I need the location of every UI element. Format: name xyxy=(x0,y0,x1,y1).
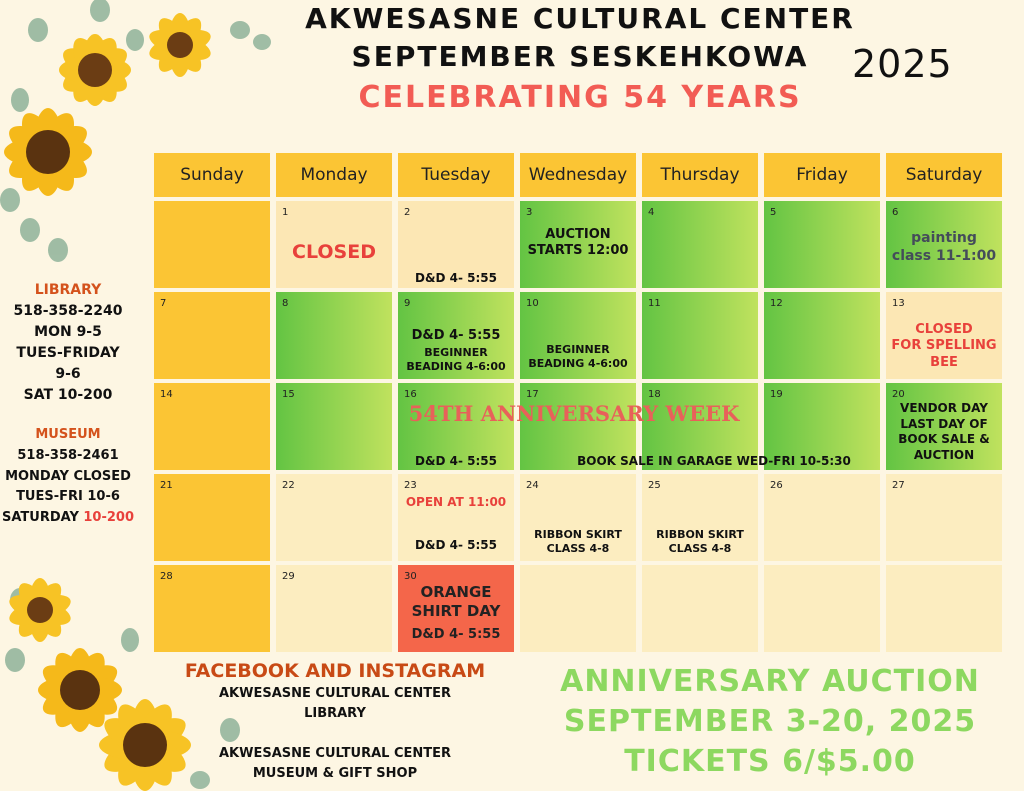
weekday-header-sunday: Sunday xyxy=(154,153,270,197)
event-line: CLASS 4-8 xyxy=(668,541,732,555)
social-heading: FACEBOOK AND INSTAGRAM xyxy=(184,660,486,682)
day-number: 16 xyxy=(404,389,417,400)
weekday-header-monday: Monday xyxy=(276,153,392,197)
day-number: 23 xyxy=(404,480,417,491)
calendar-cell-day-14 xyxy=(154,383,270,470)
day-number: 12 xyxy=(770,298,783,309)
event-line: SHIRT DAY xyxy=(411,601,501,620)
calendar-cell-day-4 xyxy=(642,201,758,288)
day-number: 2 xyxy=(404,207,411,218)
social-account: AKWESASNE CULTURAL CENTER xyxy=(218,686,452,701)
day-number: 15 xyxy=(282,389,295,400)
event-closed: CLOSED xyxy=(292,241,376,263)
calendar-cell-day-28 xyxy=(154,565,270,652)
calendar-cell-empty xyxy=(886,565,1002,652)
day-number: 1 xyxy=(282,207,289,218)
event-line: RIBBON SKIRT xyxy=(656,528,744,541)
library-hours: 9-6 xyxy=(55,366,81,382)
day-number: 13 xyxy=(892,298,905,309)
event-line: class 11-1:00 xyxy=(891,247,997,264)
social-media-info xyxy=(165,660,505,785)
library-heading: LIBRARY xyxy=(34,282,102,298)
day-number: 4 xyxy=(648,207,655,218)
library-hours: TUES-FRIDAY xyxy=(16,345,120,361)
event-auction-start xyxy=(520,227,636,260)
calendar-cell-day-16 xyxy=(398,383,514,470)
auction-banner xyxy=(545,662,995,782)
museum-heading: MUSEUM xyxy=(35,427,101,442)
event-line: STARTS 12:00 xyxy=(527,243,629,259)
day-number: 26 xyxy=(770,480,783,491)
calendar-cell-day-22 xyxy=(276,474,392,561)
event-dnd: D&D 4- 5:55 xyxy=(415,271,497,285)
day-number: 3 xyxy=(526,207,533,218)
event-line: CLOSED xyxy=(915,322,973,337)
event-ribbon-skirt xyxy=(642,528,758,556)
museum-saturday-label: SATURDAY xyxy=(1,510,79,526)
calendar-cell-day-7 xyxy=(154,292,270,379)
weekday-header-tuesday: Tuesday xyxy=(398,153,514,197)
museum-hours: MONDAY CLOSED xyxy=(5,468,131,484)
calendar-grid xyxy=(154,153,1002,652)
calendar-cell-day-8 xyxy=(276,292,392,379)
calendar-cell-day-9 xyxy=(398,292,514,379)
museum-info xyxy=(0,425,136,529)
event-line: RIBBON SKIRT xyxy=(534,528,622,541)
calendar-cell-day-12 xyxy=(764,292,880,379)
day-number: 6 xyxy=(892,207,899,218)
event-closed-spelling-bee xyxy=(886,322,1002,371)
day-number: 5 xyxy=(770,207,777,218)
museum-hours xyxy=(0,508,136,529)
museum-saturday-hours: 10-200 xyxy=(83,510,135,526)
auction-tickets: TICKETS 6/$5.00 xyxy=(624,744,916,779)
calendar-cell-day-13 xyxy=(886,292,1002,379)
calendar-cell-day-6 xyxy=(886,201,1002,288)
calendar-cell-empty xyxy=(154,201,270,288)
museum-phone: 518-358-2461 xyxy=(17,447,119,463)
auction-dates: SEPTEMBER 3-20, 2025 xyxy=(563,704,977,739)
weekday-header-wednesday: Wednesday xyxy=(520,153,636,197)
page-title: AKWESASNE CULTURAL CENTER xyxy=(305,2,855,35)
calendar-cell-empty xyxy=(520,565,636,652)
event-line: AUCTION xyxy=(913,447,975,462)
event-line: BOOK SALE & xyxy=(898,432,990,447)
day-number: 11 xyxy=(648,298,661,309)
day-number: 29 xyxy=(282,571,295,582)
weekday-header-thursday: Thursday xyxy=(642,153,758,197)
day-number: 14 xyxy=(160,389,173,400)
weekday-header-saturday: Saturday xyxy=(886,153,1002,197)
event-line: BEE xyxy=(930,354,958,370)
day-number: 10 xyxy=(526,298,539,309)
page-subtitle: SEPTEMBER SESKEHKOWA xyxy=(351,40,809,73)
day-number: 7 xyxy=(160,298,167,309)
calendar-cell-day-20 xyxy=(886,383,1002,470)
library-info xyxy=(0,280,136,406)
calendar-cell-day-30 xyxy=(398,565,514,652)
day-number: 17 xyxy=(526,389,539,400)
calendar-cell-day-10 xyxy=(520,292,636,379)
event-line: BEGINNER xyxy=(546,343,610,356)
day-number: 28 xyxy=(160,571,173,582)
event-line: painting xyxy=(911,230,977,246)
day-number: 27 xyxy=(892,480,905,491)
event-line: AUCTION xyxy=(545,227,611,242)
anniversary-week-banner: 54TH ANNIVERSARY WEEK xyxy=(408,401,740,426)
event-beading xyxy=(520,343,636,371)
calendar-cell-day-24 xyxy=(520,474,636,561)
day-number: 19 xyxy=(770,389,783,400)
social-account: LIBRARY xyxy=(304,706,366,722)
event-line: BEADING 4-6:00 xyxy=(528,356,628,370)
day-number: 8 xyxy=(282,298,289,309)
calendar-cell-empty xyxy=(642,565,758,652)
event-line: CLASS 4-8 xyxy=(546,541,610,555)
calendar-cell-day-2 xyxy=(398,201,514,288)
calendar-cell-day-15 xyxy=(276,383,392,470)
event-beading xyxy=(398,346,514,374)
calendar-cell-day-3 xyxy=(520,201,636,288)
library-hours: MON 9-5 xyxy=(34,324,102,340)
event-dnd: D&D 4- 5:55 xyxy=(411,328,501,343)
book-sale-banner: BOOK SALE IN GARAGE WED-FRI 10-5:30 xyxy=(577,454,851,468)
calendar-cell-day-27 xyxy=(886,474,1002,561)
museum-hours: TUES-FRI 10-6 xyxy=(16,489,120,505)
calendar-cell-day-23 xyxy=(398,474,514,561)
event-line: VENDOR DAY xyxy=(900,401,988,415)
event-line: BEADING 4-6:00 xyxy=(406,359,506,373)
calendar-cell-day-25 xyxy=(642,474,758,561)
day-number: 30 xyxy=(404,571,417,582)
calendar-cell-day-1 xyxy=(276,201,392,288)
library-phone: 518-358-2240 xyxy=(13,303,123,319)
calendar-cell-day-11 xyxy=(642,292,758,379)
social-account: AKWESASNE CULTURAL CENTER xyxy=(218,746,452,762)
event-open-at-11: OPEN AT 11:00 xyxy=(405,495,507,509)
auction-title: ANNIVERSARY AUCTION xyxy=(560,664,980,699)
calendar-cell-day-21 xyxy=(154,474,270,561)
event-ribbon-skirt xyxy=(520,528,636,556)
event-line: LAST DAY OF xyxy=(900,416,988,431)
calendar-cell-day-5 xyxy=(764,201,880,288)
event-dnd: D&D 4- 5:55 xyxy=(415,538,497,552)
event-line: FOR SPELLING xyxy=(891,338,997,354)
calendar-cell-empty xyxy=(764,565,880,652)
event-line: ORANGE xyxy=(420,583,492,601)
calendar-cell-day-26 xyxy=(764,474,880,561)
event-dnd: D&D 4- 5:55 xyxy=(415,454,497,468)
day-number: 9 xyxy=(404,298,411,309)
weekday-header-friday: Friday xyxy=(764,153,880,197)
event-orange-shirt-day xyxy=(398,583,514,621)
day-number: 22 xyxy=(282,480,295,491)
celebration-title: CELEBRATING 54 YEARS xyxy=(358,80,802,115)
event-line: BEGINNER xyxy=(424,346,488,359)
social-account: MUSEUM & GIFT SHOP xyxy=(252,766,418,782)
day-number: 24 xyxy=(526,480,539,491)
event-dnd: D&D 4- 5:55 xyxy=(411,627,501,642)
day-number: 20 xyxy=(892,389,905,400)
event-painting-class xyxy=(886,230,1002,265)
day-number: 18 xyxy=(648,389,661,400)
day-number: 21 xyxy=(160,480,173,491)
event-vendor-day xyxy=(886,401,1002,463)
year-label: 2025 xyxy=(852,42,953,86)
library-hours: SAT 10-200 xyxy=(23,387,113,403)
calendar-cell-day-29 xyxy=(276,565,392,652)
day-number: 25 xyxy=(648,480,661,491)
